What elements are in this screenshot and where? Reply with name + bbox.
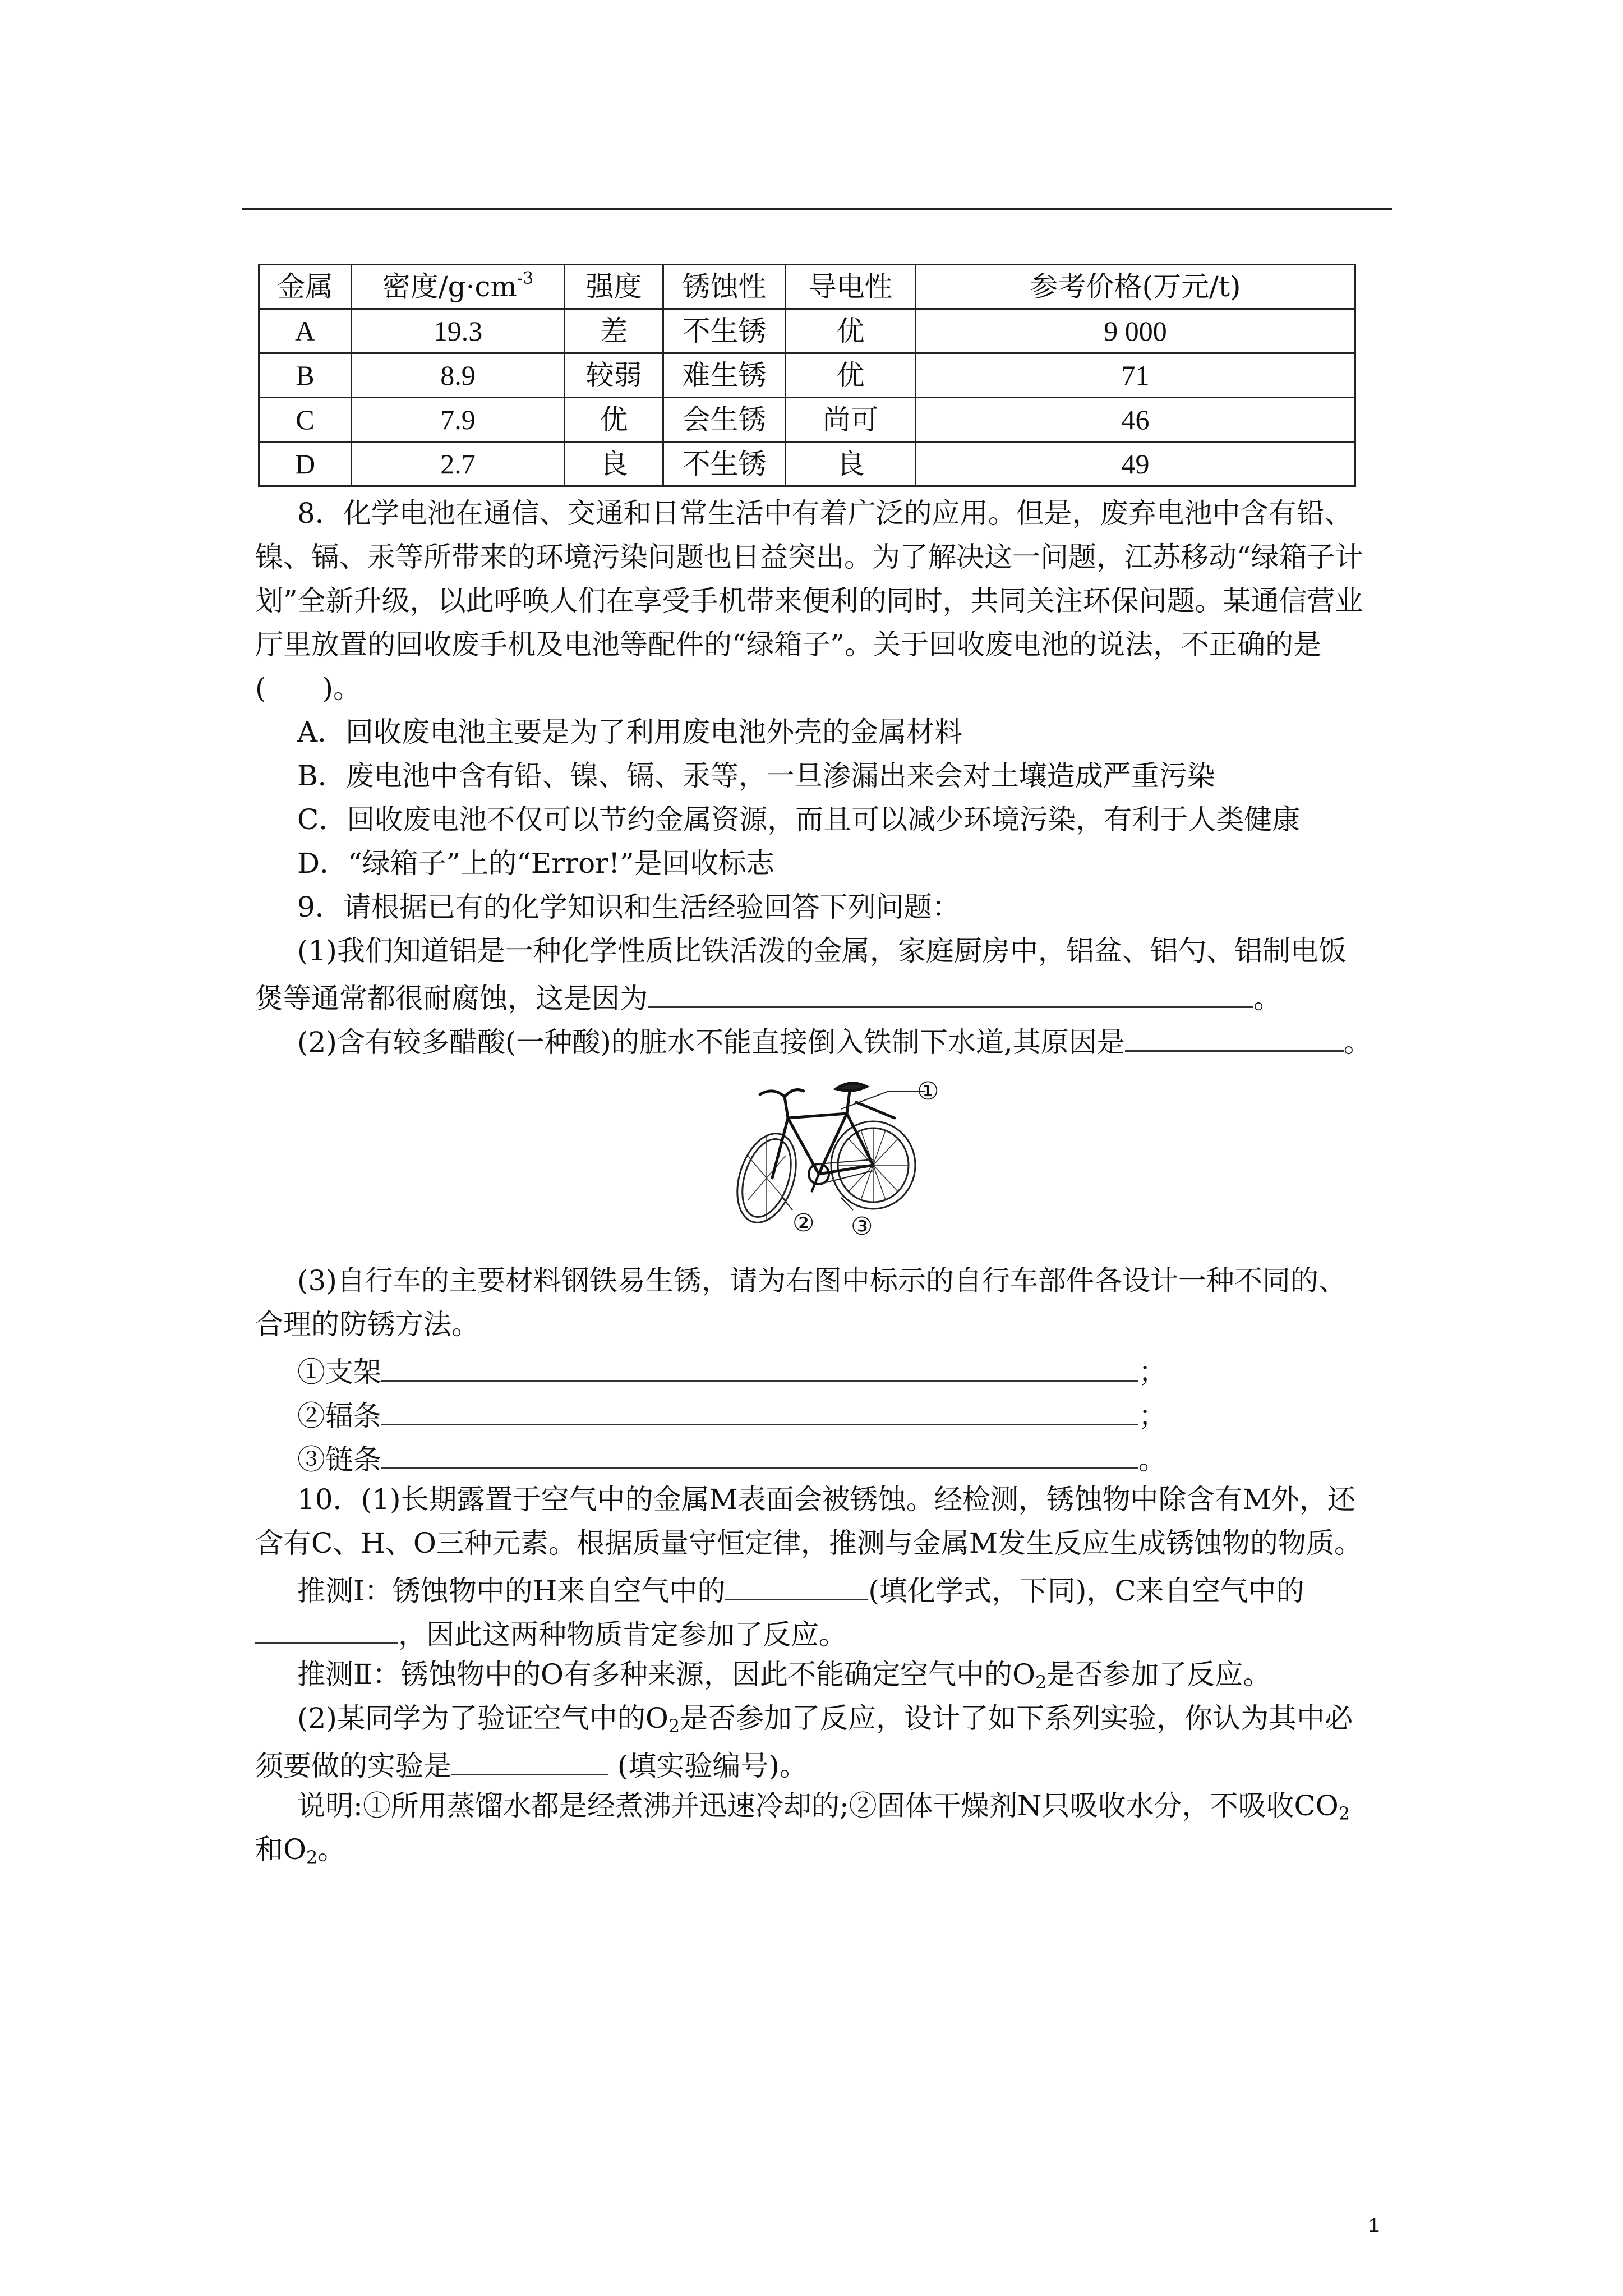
q10-part2-line2: 须要做的实验是 (填实验编号)。 [0, 1748, 1623, 1780]
table-row [259, 398, 1355, 442]
answer-blank [381, 1442, 1138, 1469]
q9-part-chain: ③链条 。 [0, 1442, 1623, 1474]
q10-guess2: 推测Ⅱ：锈蚀物中的O有多种来源，因此不能确定空气中的$O_2$是否参加了反应。 [297, 1658, 1271, 1693]
cell-density: 19.3 [352, 309, 565, 353]
table-header-row [259, 265, 1355, 309]
figure-label-3: ③ [851, 1212, 873, 1237]
answer-blank [255, 1617, 398, 1644]
cell-corrosion: 不生锈 [663, 442, 786, 486]
q9-part3-line1: (3)自行车的主要材料钢铁易生锈，请为右图中标示的自行车部件各设计一种不同的、 [297, 1264, 1347, 1297]
cell-strength: 较弱 [565, 353, 663, 398]
answer-blank [381, 1398, 1138, 1425]
header-price: 参考价格(万元/t) [916, 265, 1355, 309]
q9-part3-line2: 合理的防锈方法。 [255, 1308, 479, 1341]
cell-strength: 优 [565, 398, 663, 442]
cell-price: 9 000 [916, 309, 1355, 353]
q9-part1-line2: 煲等通常都很耐腐蚀，这是因为 。 [0, 981, 1623, 1013]
q9-part-spokes: ②辐条 ； [0, 1398, 1623, 1430]
q10-guess1-cont: ，因此这两种物质肯定参加了反应。 [0, 1617, 1623, 1649]
cell-price: 49 [916, 442, 1355, 486]
answer-blank [381, 1354, 1138, 1382]
cell-price: 46 [916, 398, 1355, 442]
answer-blank [725, 1573, 868, 1600]
answer-blank [648, 981, 1253, 1008]
cell-corrosion: 会生锈 [663, 398, 786, 442]
q9-part1-line1: (1)我们知道铝是一种化学性质比铁活泼的金属，家庭厨房中，铝盆、铝勺、铝制电饭 [297, 935, 1347, 967]
q8-line-1: 8．化学电池在通信、交通和日常生活中有着广泛的应用。但是，废弃电池中含有铅、 [297, 497, 1353, 530]
cell-corrosion: 不生锈 [663, 309, 786, 353]
figure-label-2: ② [792, 1209, 815, 1237]
q10-part2-line1: (2)某同学为了验证空气中的$O_2$是否参加了反应，设计了如下系列实验，你认为其中必 [297, 1702, 1353, 1737]
header-strength: 强度 [565, 265, 663, 309]
cell-metal: C [259, 398, 352, 442]
answer-blank [451, 1748, 608, 1775]
q8-line-4: 厅里放置的回收废手机及电池等配件的“绿箱子”。关于回收废电池的说法，不正确的是 [255, 628, 1322, 661]
page-number: 1 [1368, 2214, 1380, 2237]
q9-part2: (2)含有较多醋酸(一种酸)的脏水不能直接倒入铁制下水道,其原因是 。 [0, 1024, 1623, 1056]
cell-density: 2.7 [352, 442, 565, 486]
cell-metal: D [259, 442, 352, 486]
cell-metal: B [259, 353, 352, 398]
cell-conductivity: 良 [786, 442, 916, 486]
q8-option-b: B．废电池中含有铅、镍、镉、汞等，一旦渗漏出来会对土壤造成严重污染 [297, 760, 1215, 792]
cell-density: 8.9 [352, 353, 565, 398]
q9-intro: 9．请根据已有的化学知识和生活经验回答下列问题： [297, 891, 960, 923]
cell-price: 71 [916, 353, 1355, 398]
cell-conductivity: 优 [786, 353, 916, 398]
bicycle-figure [726, 1057, 939, 1237]
q8-option-a: A．回收废电池主要是为了利用废电池外壳的金属材料 [297, 716, 963, 748]
q10-part1-line1: 10．(1)长期露置于空气中的金属M表面会被锈蚀。经检测，锈蚀物中除含有M外，还 [297, 1483, 1355, 1516]
table-row [259, 353, 1355, 398]
header-conductivity: 导电性 [786, 265, 916, 309]
cell-density: 7.9 [352, 398, 565, 442]
q10-note: 说明:①所用蒸馏水都是经煮沸并迅速冷却的;②固体干燥剂N只吸收水分，不吸收$CO_2$ [297, 1789, 1350, 1824]
cell-conductivity: 优 [786, 309, 916, 353]
header-metal: 金属 [259, 265, 352, 309]
header-density: 密度$/g\cdot cm^{-3}$ [352, 265, 565, 309]
q8-option-c: C．回收废电池不仅可以节约金属资源，而且可以减少环境污染，有利于人类健康 [297, 803, 1301, 836]
q8-line-2: 镍、镉、汞等所带来的环境污染问题也日益突出。为了解决这一问题，江苏移动“绿箱子计 [255, 541, 1363, 573]
cell-strength: 差 [565, 309, 663, 353]
table-row [259, 442, 1355, 486]
cell-metal: A [259, 309, 352, 353]
answer-blank [1125, 1024, 1344, 1052]
q8-line-3: 划”全新升级，以此呼唤人们在享受手机带来便利的同时，共同关注环保问题。某通信营业 [255, 585, 1363, 617]
q8-answer-bracket: ( )。 [255, 672, 362, 705]
header-rule [242, 208, 1392, 210]
q8-option-d: D．“绿箱子”上的“Error!”是回收标志 [297, 847, 774, 880]
figure-label-1: ① [917, 1077, 939, 1106]
q9-part-frame: ①支架 ； [0, 1354, 1623, 1386]
cell-strength: 良 [565, 442, 663, 486]
cell-corrosion: 难生锈 [663, 353, 786, 398]
table-row [259, 309, 1355, 353]
q10-part1-line2: 含有C、H、O三种元素。根据质量守恒定律，推测与金属M发生反应生成锈蚀物的物质。 [255, 1527, 1363, 1559]
cell-conductivity: 尚可 [786, 398, 916, 442]
header-corrosion: 锈蚀性 [663, 265, 786, 309]
q10-note-end: 和$O_2$。 [255, 1833, 346, 1868]
q10-guess1: 推测Ⅰ：锈蚀物中的H来自空气中的 (填化学式，下同)，C来自空气中的 [0, 1573, 1623, 1605]
metal-properties-table [258, 264, 1356, 487]
